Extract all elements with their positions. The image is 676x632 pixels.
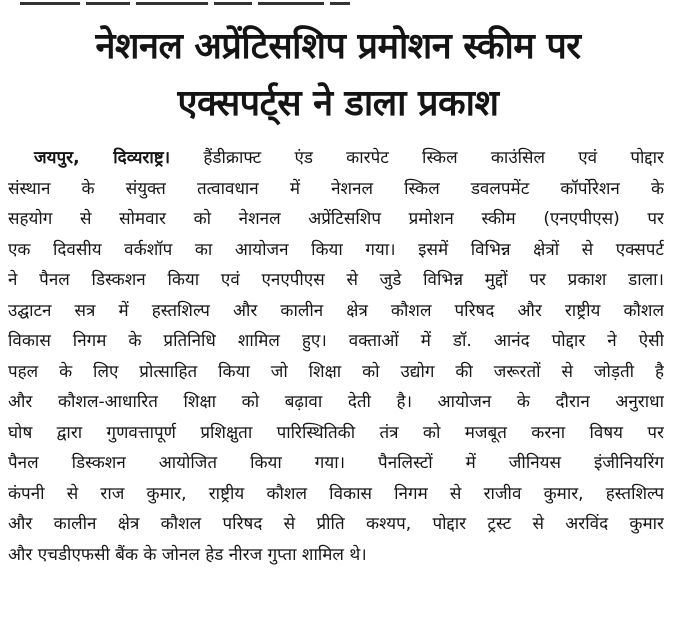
body-line: संस्थान के संयुक्त तत्वावधान में नेशनल स्किल डवलपमेंट कॉर्पोरेशन के [8,178,664,199]
previous-article-clipped-text [20,0,360,5]
body-line: विकास निगम के प्रतिनिधि शामिल हुए। वक्ताओं में डॉ. आनंद पोद्दार ने ऐसी [8,331,664,351]
headline-line-2: एक्सपर्ट्स ने डाला प्रकाश [177,83,499,124]
body-line [8,143,664,174]
article-headline [0,18,676,132]
body-line: घोष द्वारा गुणवत्तापूर्ण प्रशिक्षुता पारिस्थितिकी तंत्र को मजबूत करना विषय पर [8,422,664,443]
body-line: ने पैनल डिस्कशन किया एवं एनएपीएस से जुडे विभिन्न मुद्दों पर प्रकाश डाला। [8,270,664,290]
body-line: पहल के लिए प्रोत्साहित किया जो शिक्षा को उद्योग की जरूरतों से जोड़ती है [8,361,664,382]
body-line: उद्घाटन सत्र में हस्तशिल्प और कालीन क्षेत्र कौशल परिषद और राष्ट्रीय कौशल [8,300,664,321]
body-line: और कालीन क्षेत्र कौशल परिषद से प्रीति कश्यप, पोद्दार ट्रस्ट से अरविंद कुमार [8,514,664,534]
body-line: कंपनी से राज कुमार, राष्ट्रीय कौशल विकास निगम से राजीव कुमार, हस्तशिल्प [8,483,664,504]
body-line: पैनल डिस्कशन आयोजित किया गया। पैनलिस्टों में जीनियस इंजीनियरिंग [8,453,664,473]
body-line-last: और एचडीएफसी बैंक के जोनल हेड नीरज गुप्ता शामिल थे। [8,544,367,565]
body-line: और कौशल-आधारित शिक्षा को बढ़ावा देती है। आयोजन के दौरान अनुराधा [8,392,664,412]
body-line: सहयोग से सोमवार को नेशनल अप्रेंटिसशिप प्रमोशन स्कीम (एनएपीएस) पर [8,209,664,229]
body-line-text: हैंडीक्राफ्ट एंड कारपेट स्किल काउंसिल एवं पोद्दार [203,148,664,168]
dateline: जयपुर, दिव्यराष्ट्र। [34,148,171,168]
headline-line-1: नेशनल अप्रेंटिसशिप प्रमोशन स्कीम पर [95,26,581,67]
body-line: एक दिवसीय वर्कशॉप का आयोजन किया गया। इसमें विभिन्न क्षेत्रों से एक्सपर्ट [8,239,664,260]
article-body [8,143,664,570]
